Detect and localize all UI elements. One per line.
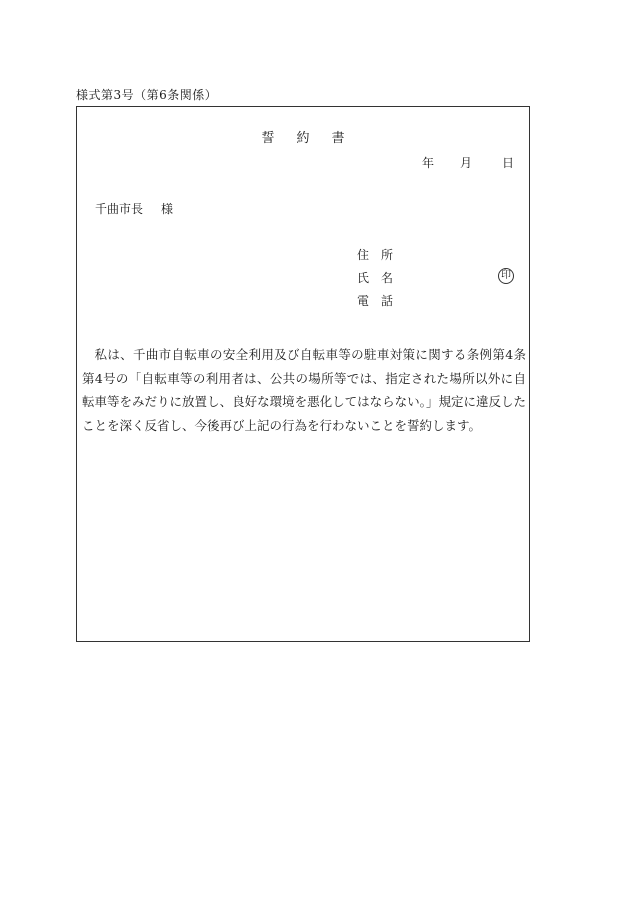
- seal-mark-icon: 印: [498, 268, 514, 284]
- document-title: 誓約書: [261, 131, 367, 146]
- pledge-body-text: 私は、千曲市自転車の安全利用及び自転車等の駐車対策に関する条例第4条第4号の「自転車等の利用者は、公共の場所等では、指定された場所以外に自転車等をみだりに放置し、良好な環境を悪化してはならない。」規定に違反したことを深く反省し、今後再び上記の行為を行わないことを誓約します。: [82, 347, 526, 433]
- date-month-label: 月: [460, 156, 473, 170]
- addressee-name: 千曲市長: [95, 202, 144, 216]
- address-field-label: 住所: [357, 248, 406, 262]
- addressee-honorific: 様: [161, 202, 174, 216]
- date-day-label: 日: [502, 156, 515, 170]
- addressee: [95, 200, 173, 217]
- date-year-label: 年: [422, 156, 435, 170]
- phone-field-label: 電話: [357, 294, 406, 308]
- name-field-label: 氏名: [357, 271, 406, 285]
- pledge-form-frame: [76, 106, 530, 642]
- form-number-label: 様式第3号（第6条関係）: [76, 88, 218, 102]
